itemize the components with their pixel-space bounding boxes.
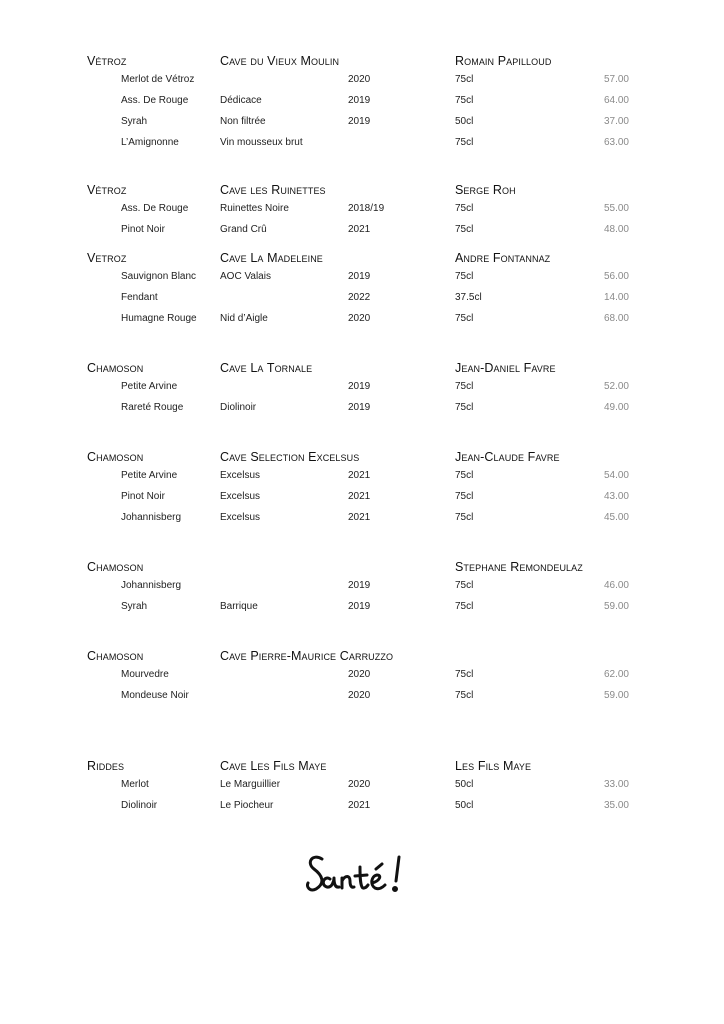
- cave-heading: Cave les Ruinettes: [220, 183, 326, 197]
- wine-price: 62.00: [603, 669, 629, 680]
- wine-row: [0, 779, 724, 800]
- wine-price: 64.00: [603, 95, 629, 106]
- wine-vintage: 2021: [348, 470, 371, 481]
- wine-vintage: 2019: [348, 271, 371, 282]
- wine-bottle-size: 75cl: [455, 470, 474, 481]
- section-header: [0, 759, 724, 779]
- wine-price: 45.00: [603, 512, 629, 523]
- section-header: [0, 183, 724, 203]
- wine-section: [0, 450, 724, 533]
- wine-name: Syrah: [121, 116, 148, 127]
- wine-bottle-size: 75cl: [455, 491, 474, 502]
- wine-section: [0, 251, 724, 334]
- wine-description: AOC Valais: [220, 271, 271, 282]
- wine-bottle-size: 75cl: [455, 313, 474, 324]
- wine-section: [0, 649, 724, 711]
- wine-description: Vin mousseux brut: [220, 137, 303, 148]
- producer-heading: Stephane Remondeulaz: [455, 560, 583, 574]
- wine-vintage: 2020: [348, 74, 371, 85]
- wine-vintage: 2021: [348, 224, 371, 235]
- wine-price: 56.00: [603, 271, 629, 282]
- section-header: [0, 251, 724, 271]
- wine-section: [0, 759, 724, 821]
- wine-bottle-size: 75cl: [455, 580, 474, 591]
- wine-description: Excelsus: [220, 512, 261, 523]
- wine-name: Fendant: [121, 292, 158, 303]
- wine-row: [0, 402, 724, 423]
- wine-row: [0, 470, 724, 491]
- wine-bottle-size: 75cl: [455, 690, 474, 701]
- section-header: [0, 361, 724, 381]
- region-heading: Chamoson: [87, 560, 144, 574]
- wine-name: Pinot Noir: [121, 491, 165, 502]
- wine-name: Mourvedre: [121, 669, 169, 680]
- wine-row: [0, 292, 724, 313]
- wine-price: 59.00: [603, 690, 629, 701]
- wine-price: 52.00: [603, 381, 629, 392]
- wine-row: [0, 512, 724, 533]
- sante-script-logo: [300, 845, 440, 905]
- section-header: [0, 54, 724, 74]
- wine-price: 46.00: [603, 580, 629, 591]
- wine-price: 63.00: [603, 137, 629, 148]
- wine-description: Le Marguillier: [220, 779, 281, 790]
- region-heading: Chamoson: [87, 361, 144, 375]
- wine-bottle-size: 37.5cl: [455, 292, 482, 303]
- wine-price: 37.00: [603, 116, 629, 127]
- wine-bottle-size: 75cl: [455, 203, 474, 214]
- wine-price: 68.00: [603, 313, 629, 324]
- wine-row: [0, 381, 724, 402]
- region-heading: Vétroz: [87, 54, 127, 68]
- wine-row: [0, 74, 724, 95]
- wine-name: Petite Arvine: [121, 381, 178, 392]
- wine-bottle-size: 75cl: [455, 137, 474, 148]
- region-heading: Chamoson: [87, 450, 144, 464]
- wine-description: Grand Crû: [220, 224, 267, 235]
- wine-description: Diolinoir: [220, 402, 257, 413]
- wine-bottle-size: 75cl: [455, 402, 474, 413]
- wine-bottle-size: 75cl: [455, 512, 474, 523]
- wine-name: Johannisberg: [121, 580, 182, 591]
- section-header: [0, 450, 724, 470]
- wine-price: 43.00: [603, 491, 629, 502]
- wine-description: Excelsus: [220, 470, 261, 481]
- wine-row: [0, 271, 724, 292]
- wine-row: [0, 669, 724, 690]
- wine-section: [0, 361, 724, 423]
- wine-vintage: 2019: [348, 116, 371, 127]
- wine-description: Le Piocheur: [220, 800, 274, 811]
- wine-row: [0, 580, 724, 601]
- wine-bottle-size: 75cl: [455, 381, 474, 392]
- wine-section: [0, 54, 724, 158]
- wine-name: Rareté Rouge: [121, 402, 184, 413]
- wine-row: [0, 491, 724, 512]
- wine-vintage: 2019: [348, 95, 371, 106]
- wine-price: 49.00: [603, 402, 629, 413]
- wine-row: [0, 95, 724, 116]
- wine-bottle-size: 50cl: [455, 800, 474, 811]
- wine-name: Mondeuse Noir: [121, 690, 189, 701]
- wine-name: Merlot de Vétroz: [121, 74, 195, 85]
- wine-vintage: 2019: [348, 601, 371, 612]
- wine-price: 33.00: [603, 779, 629, 790]
- wine-section: [0, 183, 724, 245]
- producer-heading: Jean-Claude Favre: [455, 450, 560, 464]
- wine-description: Barrique: [220, 601, 258, 612]
- producer-heading: Romain Papilloud: [455, 54, 552, 68]
- wine-row: [0, 601, 724, 622]
- wine-name: Syrah: [121, 601, 148, 612]
- wine-name: Sauvignon Blanc: [121, 271, 197, 282]
- wine-vintage: 2020: [348, 779, 371, 790]
- wine-description: Dédicace: [220, 95, 262, 106]
- section-header: [0, 649, 724, 669]
- wine-price: 54.00: [603, 470, 629, 481]
- wine-description: Nid d’Aigle: [220, 313, 268, 324]
- cave-heading: Cave La Tornale: [220, 361, 313, 375]
- wine-price: 55.00: [603, 203, 629, 214]
- wine-bottle-size: 50cl: [455, 779, 474, 790]
- wine-bottle-size: 75cl: [455, 95, 474, 106]
- wine-name: Ass. De Rouge: [121, 95, 189, 106]
- cave-heading: Cave du Vieux Moulin: [220, 54, 340, 68]
- wine-name: L’Amignonne: [121, 137, 179, 148]
- wine-price: 59.00: [603, 601, 629, 612]
- wine-name: Petite Arvine: [121, 470, 178, 481]
- region-heading: Chamoson: [87, 649, 144, 663]
- wine-vintage: 2021: [348, 800, 371, 811]
- wine-row: [0, 137, 724, 158]
- section-header: [0, 560, 724, 580]
- wine-bottle-size: 75cl: [455, 601, 474, 612]
- wine-vintage: 2020: [348, 690, 371, 701]
- producer-heading: Andre Fontannaz: [455, 251, 551, 265]
- wine-description: Excelsus: [220, 491, 261, 502]
- wine-row: [0, 203, 724, 224]
- region-heading: Vétroz: [87, 183, 127, 197]
- wine-vintage: 2022: [348, 292, 371, 303]
- wine-vintage: 2019: [348, 580, 371, 591]
- wine-price: 35.00: [603, 800, 629, 811]
- wine-vintage: 2018/19: [348, 203, 385, 214]
- producer-heading: Les Fils Maye: [455, 759, 532, 773]
- producer-heading: Jean-Daniel Favre: [455, 361, 556, 375]
- producer-heading: Serge Roh: [455, 183, 516, 197]
- wine-row: [0, 800, 724, 821]
- wine-bottle-size: 75cl: [455, 271, 474, 282]
- wine-vintage: 2021: [348, 491, 371, 502]
- wine-price: 57.00: [603, 74, 629, 85]
- cave-heading: Cave La Madeleine: [220, 251, 323, 265]
- wine-bottle-size: 75cl: [455, 669, 474, 680]
- wine-vintage: 2021: [348, 512, 371, 523]
- wine-price: 48.00: [603, 224, 629, 235]
- cave-heading: Cave Les Fils Maye: [220, 759, 327, 773]
- cave-heading: Cave Selection Excelsus: [220, 450, 360, 464]
- wine-name: Merlot: [121, 779, 149, 790]
- wine-row: [0, 690, 724, 711]
- wine-row: [0, 116, 724, 137]
- wine-vintage: 2020: [348, 669, 371, 680]
- wine-vintage: 2019: [348, 402, 371, 413]
- wine-bottle-size: 75cl: [455, 74, 474, 85]
- wine-row: [0, 224, 724, 245]
- region-heading: Riddes: [87, 759, 125, 773]
- wine-name: Pinot Noir: [121, 224, 165, 235]
- wine-bottle-size: 50cl: [455, 116, 474, 127]
- region-heading: Vetroz: [87, 251, 127, 265]
- wine-vintage: 2019: [348, 381, 371, 392]
- wine-name: Diolinoir: [121, 800, 158, 811]
- wine-name: Ass. De Rouge: [121, 203, 189, 214]
- wine-description: Non filtrée: [220, 116, 266, 127]
- wine-section: [0, 560, 724, 622]
- wine-vintage: 2020: [348, 313, 371, 324]
- wine-description: Ruinettes Noire: [220, 203, 289, 214]
- wine-price: 14.00: [603, 292, 629, 303]
- cave-heading: Cave Pierre-Maurice Carruzzo: [220, 649, 394, 663]
- wine-name: Humagne Rouge: [121, 313, 197, 324]
- wine-row: [0, 313, 724, 334]
- wine-bottle-size: 75cl: [455, 224, 474, 235]
- wine-name: Johannisberg: [121, 512, 182, 523]
